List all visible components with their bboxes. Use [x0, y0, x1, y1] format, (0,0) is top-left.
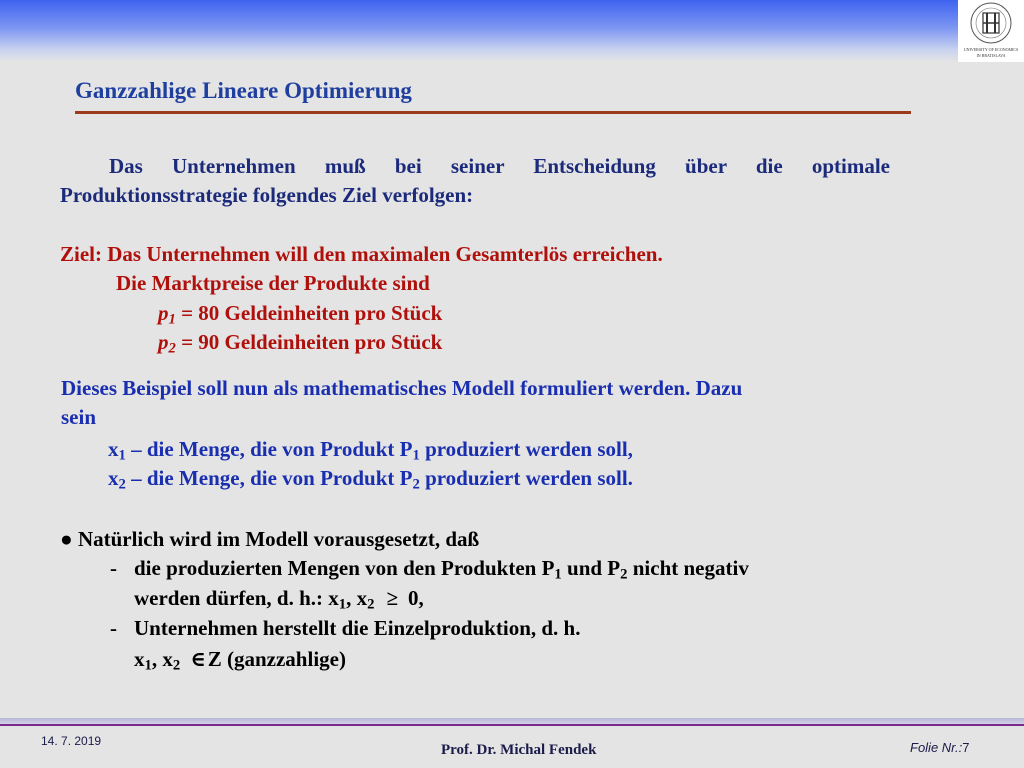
product-index: 1	[412, 447, 420, 464]
price-text: = 90 Geldeinheiten pro Stück	[181, 330, 443, 354]
assumption-dash-2: -	[110, 616, 117, 640]
text-segment: werden dürfen, d. h.: x	[134, 586, 339, 610]
price-text: = 80 Geldeinheiten pro Stück	[181, 301, 443, 325]
price-line-1	[158, 299, 442, 328]
var-symbol: x	[108, 466, 119, 490]
product-index: 2	[412, 476, 420, 493]
page-label: Folie Nr.:	[910, 740, 963, 755]
intro-line-1: Das Unternehmen muß bei seiner Entscheidung über die optimale	[109, 154, 890, 178]
assumption-item-2-line-1: Unternehmen herstellt die Einzelproduktion, d. h.	[134, 616, 581, 640]
bullet-icon: ●	[60, 527, 73, 551]
var-index: 1	[118, 447, 126, 464]
footer-page	[910, 740, 969, 755]
prices-intro: Die Marktpreise der Produkte sind	[116, 271, 430, 295]
text-segment: Z (ganzzahlige)	[207, 647, 346, 671]
page-number: 7	[962, 740, 970, 755]
intro-paragraph	[60, 152, 890, 210]
price-line-2	[158, 328, 442, 357]
model-line-2: sein	[61, 405, 97, 429]
variable-x2	[108, 464, 633, 493]
slide-title: Ganzzahlige Lineare Optimierung	[75, 78, 412, 103]
var-text-before: – die Menge, die von Produkt P	[125, 437, 413, 461]
text-segment: und P	[561, 556, 621, 580]
subscript: 2	[620, 566, 628, 583]
model-line-1: Dieses Beispiel soll nun als mathematisches Modell formuliert werden. Dazu	[61, 376, 743, 400]
subscript: 1	[338, 596, 347, 613]
goal-line	[60, 240, 663, 269]
assumption-intro-text: Natürlich wird im Modell vorausgesetzt, daß	[77, 527, 480, 551]
text-segment: die produzierten Mengen von den Produkten P	[134, 556, 555, 580]
variable-x1	[108, 435, 633, 464]
logo-caption-line1: UNIVERSITY OF ECONOMICS	[963, 47, 1019, 52]
text-segment: , x	[151, 647, 173, 671]
var-text-after: produziert werden soll.	[419, 466, 633, 490]
subscript: 1	[144, 657, 152, 674]
assumption-item-1-line-1	[134, 554, 749, 583]
subscript: 2	[367, 596, 375, 613]
assumption-dash-1: -	[110, 556, 117, 580]
footer-date: 14. 7. 2019	[41, 734, 102, 748]
price-symbol: p	[158, 301, 169, 325]
price-index: 2	[168, 340, 176, 357]
header-gradient-band	[0, 0, 1024, 62]
geq-symbol: ≥	[386, 586, 398, 610]
var-text-before: – die Menge, die von Produkt P	[125, 466, 413, 490]
text-segment: 0,	[407, 586, 424, 610]
assumption-item-2-line-2	[134, 645, 346, 674]
text-segment: , x	[346, 586, 368, 610]
goal-label: Ziel:	[60, 242, 102, 266]
subscript: 2	[172, 657, 181, 674]
var-index: 2	[118, 476, 126, 493]
footer-rule	[0, 724, 1024, 726]
assumption-item-1-line-2	[134, 584, 424, 613]
logo-caption-line2: IN BRATISLAVA	[976, 53, 1006, 58]
intro-line-2: Produktionsstrategie folgendes Ziel verfolgen:	[60, 183, 474, 207]
price-index: 1	[168, 311, 176, 328]
subscript: 1	[554, 566, 562, 583]
text-segment: x	[134, 647, 145, 671]
footer-author: Prof. Dr. Michal Fendek	[441, 742, 597, 758]
goal-text: Das Unternehmen will den maximalen Gesamterlös erreichen.	[107, 242, 663, 266]
element-of-symbol: ∈	[190, 647, 206, 671]
price-symbol: p	[158, 330, 169, 354]
title-underline	[75, 111, 911, 114]
assumption-intro	[60, 525, 479, 554]
university-logo	[958, 0, 1024, 62]
text-segment: nicht negativ	[627, 556, 749, 580]
var-symbol: x	[108, 437, 119, 461]
var-text-after: produziert werden soll,	[419, 437, 633, 461]
